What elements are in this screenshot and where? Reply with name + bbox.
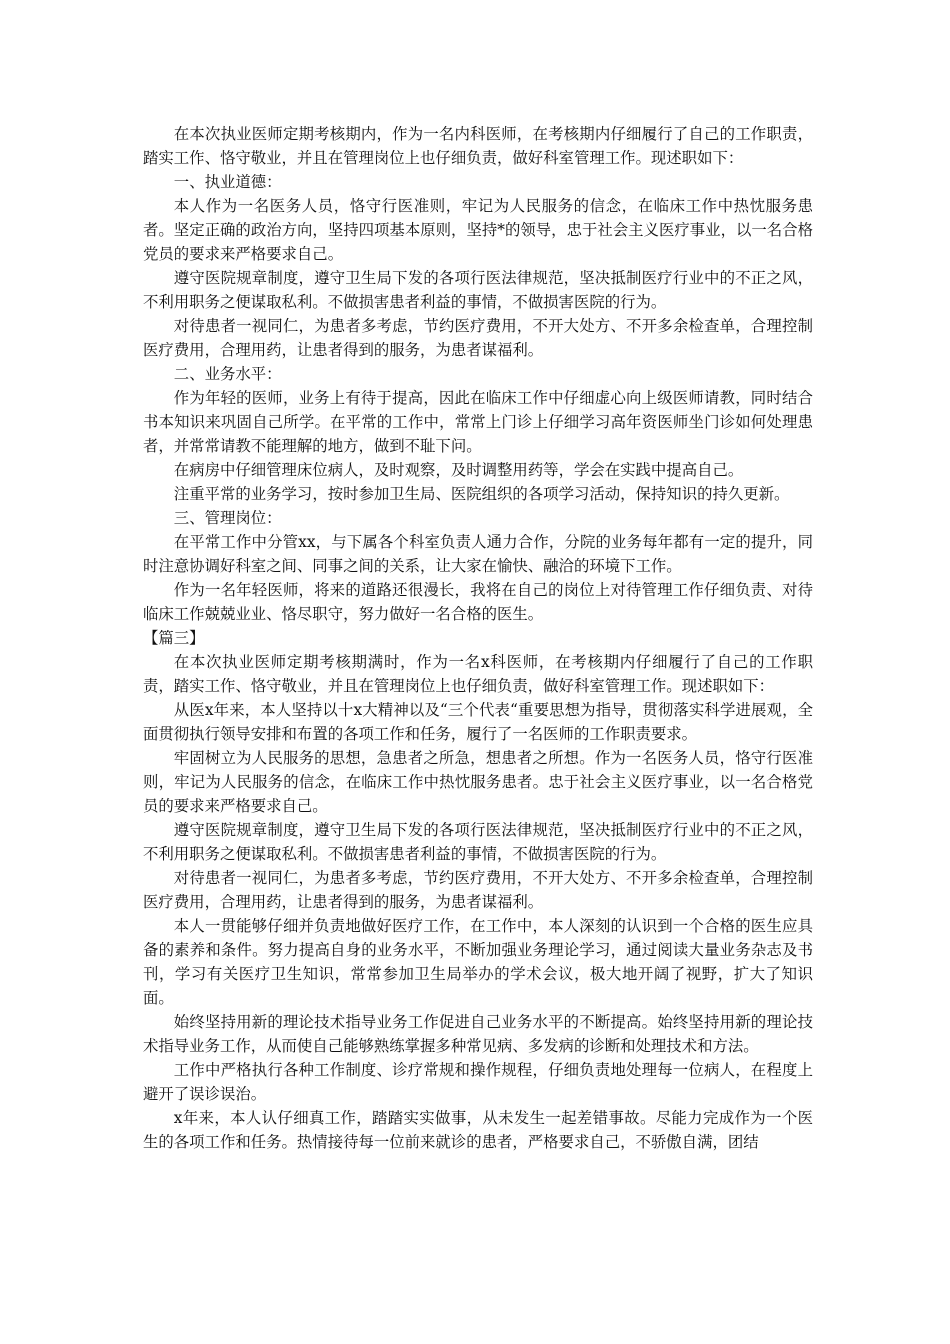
paragraph: 作为年轻的医师，业务上有待于提高，因此在临床工作中仔细虚心向上级医师请教，同时结合书本知识来巩固自己所学。在平常的工作中，常常上门诊上仔细学习高年资医师坐门诊如何处理患者，并常常请教不能理解的地方，做到不耻下问。	[143, 389, 813, 455]
paragraph-intro: 在本次执业医师定期考核期内，作为一名内科医师，在考核期内仔细履行了自己的工作职责，踏实工作、恪守敬业，并且在管理岗位上也仔细负责，做好科室管理工作。现述职如下：	[143, 125, 813, 167]
section-marker: 【篇三】	[143, 629, 205, 647]
paragraph: 本人一贯能够仔细并负责地做好医疗工作，在工作中，本人深刻的认识到一个合格的医生应具备的素养和条件。努力提高自身的业务水平，不断加强业务理论学习，通过阅读大量业务杂志及书刊，学习有关医疗卫生知识，常常参加卫生局举办的学术会议，极大地开阔了视野，扩大了知识面。	[143, 917, 813, 1007]
section-heading-skill: 二、业务水平：	[173, 365, 282, 383]
paragraph: 对待患者一视同仁，为患者多考虑，节约医疗费用，不开大处方、不开多余检查单，合理控制医疗费用，合理用药，让患者得到的服务，为患者谋福利。	[143, 869, 813, 911]
paragraph: x年来，本人认仔细真工作，踏踏实实做事，从未发生一起差错事故。尽能力完成作为一个医生的各项工作和任务。热情接待每一位前来就诊的患者，严格要求自己，不骄傲自满，团结	[143, 1109, 813, 1151]
paragraph: 在平常工作中分管xx，与下属各个科室负责人通力合作，分院的业务每年都有一定的提升，同时注意协调好科室之间、同事之间的关系，让大家在愉快、融洽的环境下工作。	[143, 533, 813, 575]
paragraph: 从医x年来，本人坚持以十x大精神以及“三个代表“重要思想为指导，贯彻落实科学进展观，全面贯彻执行领导安排和布置的各项工作和任务，履行了一名医师的工作职责要求。	[143, 701, 813, 743]
paragraph: 在病房中仔细管理床位病人，及时观察，及时调整用药等，学会在实践中提高自己。	[173, 461, 744, 479]
section-heading-ethics: 一、执业道德：	[173, 173, 282, 191]
paragraph: 注重平常的业务学习，按时参加卫生局、医院组织的各项学习活动，保持知识的持久更新。	[173, 485, 790, 503]
paragraph: 在本次执业医师定期考核期满时，作为一名x科医师，在考核期内仔细履行了自己的工作职责，踏实工作、恪守敬业，并且在管理岗位上也仔细负责，做好科室管理工作。现述职如下：	[143, 653, 813, 695]
paragraph: 作为一名年轻医师，将来的道路还很漫长，我将在自己的岗位上对待管理工作仔细负责、对待临床工作兢兢业业、恪尽职守，努力做好一名合格的医生。	[143, 581, 813, 623]
paragraph: 牢固树立为人民服务的思想，急患者之所急，想患者之所想。作为一名医务人员，恪守行医准则，牢记为人民服务的信念，在临床工作中热忱服务患者。忠于社会主义医疗事业，以一名合格党员的要求来严格要求自己。	[143, 749, 813, 815]
paragraph: 工作中严格执行各种工作制度、诊疗常规和操作规程，仔细负责地处理每一位病人，在程度上避开了误诊误治。	[143, 1061, 813, 1103]
paragraph: 始终坚持用新的理论技术指导业务工作促进自己业务水平的不断提高。始终坚持用新的理论技术指导业务工作，从而使自己能够熟练掌握多种常见病、多发病的诊断和处理技术和方法。	[143, 1013, 813, 1055]
paragraph: 遵守医院规章制度，遵守卫生局下发的各项行医法律规范，坚决抵制医疗行业中的不正之风，不利用职务之便谋取私利。不做损害患者利益的事情，不做损害医院的行为。	[143, 269, 813, 311]
paragraph: 遵守医院规章制度，遵守卫生局下发的各项行医法律规范，坚决抵制医疗行业中的不正之风，不利用职务之便谋取私利。不做损害患者利益的事情，不做损害医院的行为。	[143, 821, 813, 863]
paragraph: 对待患者一视同仁，为患者多考虑，节约医疗费用，不开大处方、不开多余检查单，合理控制医疗费用，合理用药，让患者得到的服务，为患者谋福利。	[143, 317, 813, 359]
document-body	[143, 122, 813, 1154]
section-heading-management: 三、管理岗位：	[173, 509, 282, 527]
paragraph: 本人作为一名医务人员，恪守行医准则，牢记为人民服务的信念，在临床工作中热忱服务患者。坚定正确的政治方向，坚持四项基本原则，坚持*的领导，忠于社会主义医疗事业，以一名合格党员的要求来严格要求自己。	[143, 197, 813, 263]
